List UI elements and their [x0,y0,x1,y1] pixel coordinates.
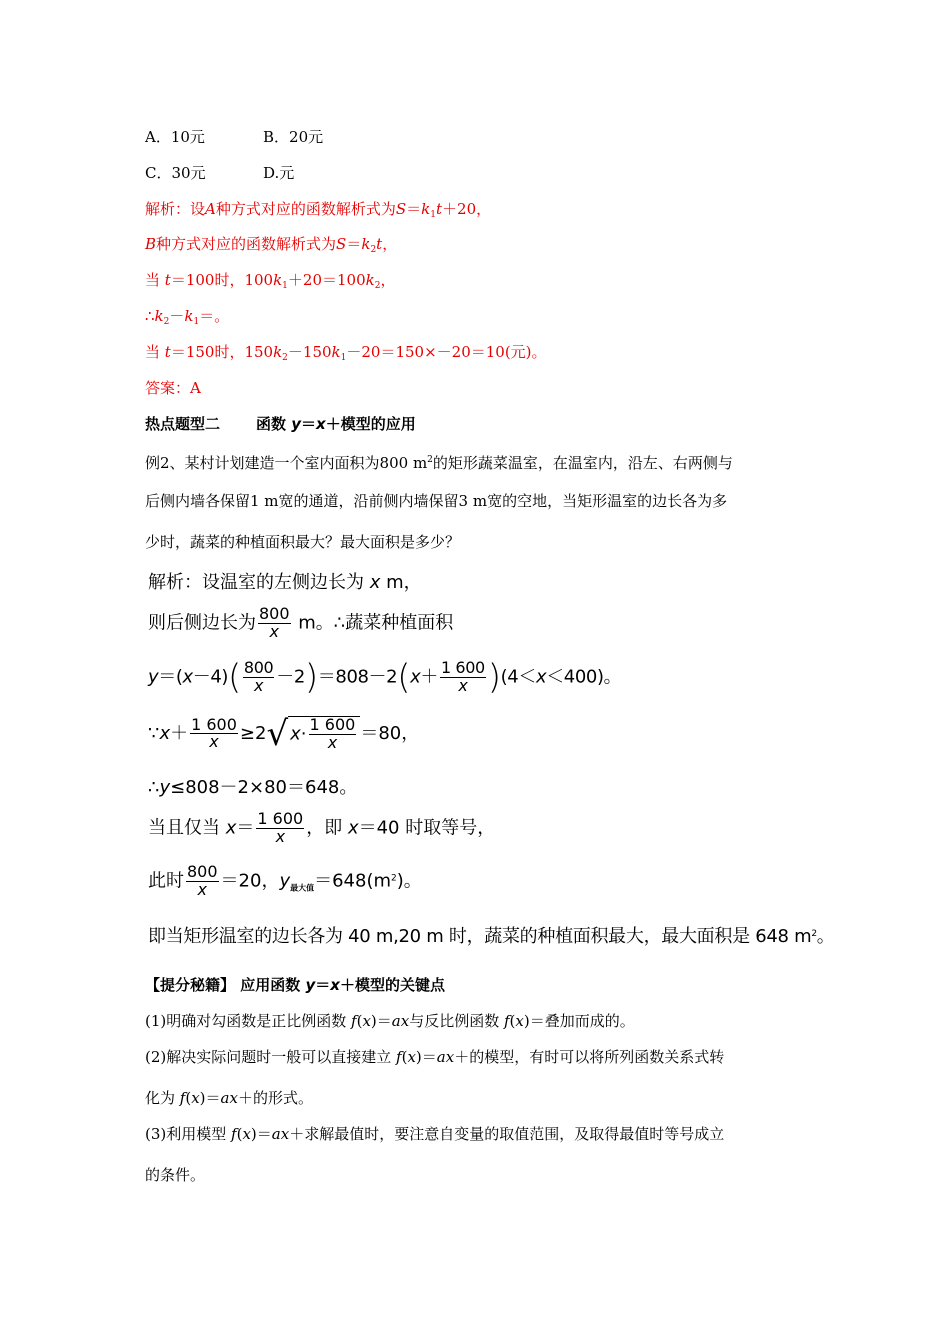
fraction-800-x: $\frac{800}{x}$ [259,604,290,641]
solution-line-7: 此时 $\frac{800}{x}$ ＝20，$y_{最大值}=648(m^2)$。 [148,862,422,899]
tip-2: (2)解决实际问题时一般可以直接建立 f(x)＝ax＋的模型，有时可以将所列函数关系式转 [145,1048,725,1066]
fraction-800-x: $\frac{800}{x}$ [243,658,274,695]
tip-3-continued: 的条件。 [145,1166,206,1184]
analysis-line-4: $\therefore k_2-k_1=$。 [145,307,230,327]
analysis-line-3: 当 t＝100时，$100k_1+20=100k_2$， [145,271,396,291]
hot-topic-heading: 热点题型二 函数 y＝x＋模型的应用 [145,415,416,433]
answer: 答案：A [145,379,201,397]
option-d: D.元 [263,164,295,182]
tips-heading: 【提分秘籍】 应用函数 y＝x＋模型的关键点 [145,976,445,994]
analysis-line-5: 当 t＝150时，$150k_2-150k_1-20=150\times-20=10$(元)。 [145,343,547,363]
fraction-1600-x: $\frac{1 600}{x}$ [191,714,237,752]
tip-2-continued: 化为 f(x)＝ax＋的形式。 [145,1089,313,1107]
example-line-3: 少时，蔬菜的种植面积最大？最大面积是多少？ [145,533,461,551]
tip-3: (3)利用模型 f(x)＝ax＋求解最值时，要注意自变量的取值范围，及取得最值时等号成立 [145,1125,725,1143]
solution-line-8: 即当矩形温室的边长各为 40 m,20 m 时，蔬菜的种植面积最大，最大面积是 648 $m^2$。 [148,926,835,947]
fraction-1600-x: $\frac{1 600}{x}$ [257,809,304,846]
fraction-800-x: $\frac{800}{x}$ [187,862,218,899]
fraction-1600-x: $\frac{1 600}{x}$ [440,658,485,695]
square-root: √ x· $\frac{1 600}{x}$ [266,716,360,752]
option-c: C．30元 [145,164,206,182]
option-a: A．10元 [145,128,205,146]
solution-line-1: 解析：设温室的左侧边长为 x m， [148,572,422,593]
solution-line-2: 则后侧边长为 $\frac{800}{x}$ m。∴蔬菜种植面积 [148,604,454,641]
solution-line-4: ∵x＋ $\frac{1 600}{x}$ ≥2√ x· $\frac{1 600}{x}$ ＝80， [148,713,420,754]
analysis-line-1: 解析：设A种方式对应的函数解析式为$S=k_1t+20$， [145,200,492,220]
option-b: B．20元 [263,128,324,146]
solution-line-5: ∴y≤808－2×80＝648。 [148,777,358,798]
example-line-1: 例2、某村计划建造一个室内面积为800 $m^2$的矩形蔬菜温室，在温室内，沿左、右两侧与 [145,454,733,472]
example-line-2: 后侧内墙各保留1 m宽的通道，沿前侧内墙保留3 m宽的空地，当矩形温室的边长各为多 [145,492,728,510]
tip-1: (1)明确对勾函数是正比例函数 f(x)＝ax与反比例函数 f(x)＝叠加而成的。 [145,1012,635,1030]
solution-line-6: 当且仅当 x＝ $\frac{1 600}{x}$ ，即 x＝40 时取等号， [148,809,496,846]
analysis-line-2: B种方式对应的函数解析式为$S=k_2t$， [145,235,398,255]
solution-line-3: y＝(x－4)( $\frac{800}{x}$ －2)＝808－2(x＋ $\frac{1 600}{x}$ )(4＜x＜400)。 [148,657,622,698]
